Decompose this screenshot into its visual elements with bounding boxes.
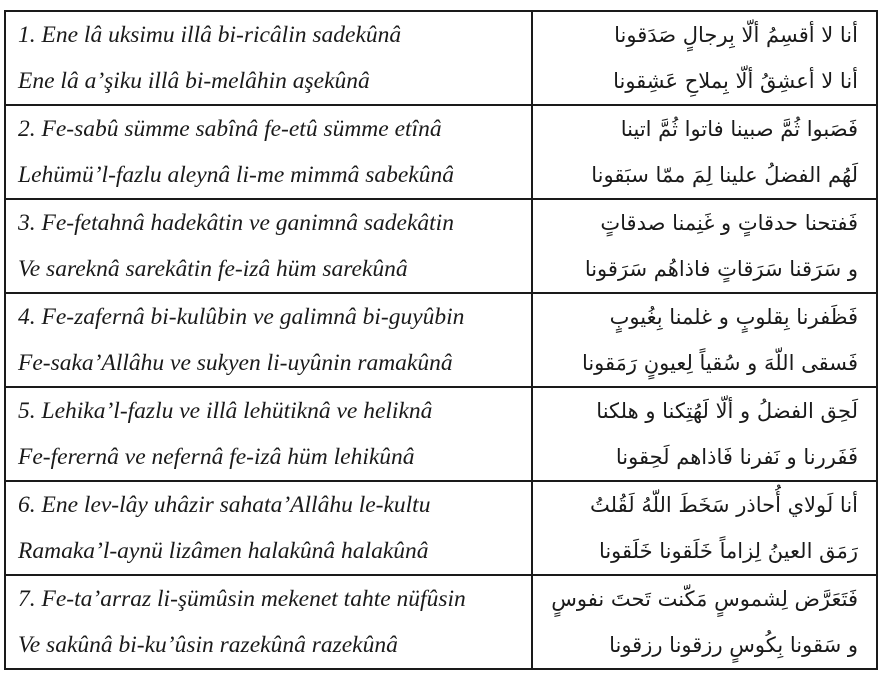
- arabic-cell: [532, 387, 877, 481]
- arabic-cell: [532, 11, 877, 105]
- latin-line: 3. Fe-fetahnâ hadekâtin ve ganimnâ sadekâtin: [18, 210, 454, 236]
- verse-row: [5, 199, 877, 293]
- verse-row: [5, 293, 877, 387]
- verse-row: [5, 481, 877, 575]
- arabic-line: فَسقى اللّهَ و سُقياً لِعيونٍ رَمَقونا: [581, 351, 858, 375]
- latin-cell: [5, 105, 532, 199]
- arabic-line: فَفَررنا و نَفرنا فَاذاهم لَحِقونا: [615, 445, 858, 469]
- arabic-line: أنا لَولاي أُحاذر سَخَطَ اللّهُ لَقُلتُ: [590, 493, 858, 517]
- arabic-line: فَصَبوا ثُمَّ صبينا فاتوا ثُمَّ اتينا: [620, 117, 858, 141]
- arabic-cell: [532, 293, 877, 387]
- latin-line: 1. Ene lâ uksimu illâ bi-ricâlin sadekûnâ: [18, 22, 402, 48]
- latin-line: 2. Fe-sabû sümme sabînâ fe-etû sümme etînâ: [18, 116, 442, 142]
- verse-row: [5, 105, 877, 199]
- latin-cell: [5, 481, 532, 575]
- arabic-line: لَحِق الفضلُ و ألّا لَهُتِكنا و هلكنا: [596, 399, 858, 423]
- verse-table: [4, 10, 878, 670]
- latin-line: Ve sareknâ sarekâtin fe-izâ hüm sarekûnâ: [18, 256, 408, 282]
- arabic-line: فَفتحنا حدقاتٍ و غَنِمنا صدقاتٍ: [600, 211, 858, 235]
- latin-line: 5. Lehika’l-fazlu ve illâ lehütiknâ ve heliknâ: [18, 398, 433, 424]
- latin-line: 4. Fe-zafernâ bi-kulûbin ve galimnâ bi-guyûbin: [18, 304, 465, 330]
- arabic-cell: [532, 575, 877, 669]
- arabic-cell: [532, 199, 877, 293]
- arabic-line: و سَرَقنا سَرَقاتٍ فاذاهُم سَرَقونا: [584, 257, 858, 281]
- latin-line: Ramaka’l-aynü lizâmen halakûnâ halakûnâ: [18, 538, 429, 564]
- arabic-line: رَمَق العينُ لِزاماً خَلَقونا خَلَقونا: [598, 539, 858, 563]
- arabic-line: و سَقونا بِكُوسٍ رزقونا رزقونا: [609, 633, 858, 657]
- arabic-line: فَظَفرنا بِقلوبٍ و غلمنا بِغُيوبٍ: [609, 305, 858, 329]
- latin-line: Fe-ferernâ ve nefernâ fe-izâ hüm lehikûnâ: [18, 444, 415, 470]
- latin-cell: [5, 575, 532, 669]
- latin-line: Lehümü’l-fazlu aleynâ li-me mimmâ sabekûnâ: [18, 162, 454, 188]
- arabic-line: أنا لا أقسِمُ ألّا بِرجالٍ صَدَقونا: [614, 23, 858, 47]
- verse-row: [5, 11, 877, 105]
- latin-cell: [5, 11, 532, 105]
- latin-line: 6. Ene lev-lây uhâzir sahata’Allâhu le-kultu: [18, 492, 431, 518]
- latin-cell: [5, 199, 532, 293]
- arabic-cell: [532, 105, 877, 199]
- latin-line: Ene lâ a’şiku illâ bi-melâhin aşekûnâ: [18, 68, 370, 94]
- latin-cell: [5, 293, 532, 387]
- arabic-line: أنا لا أعشِقُ ألّا بِملاحِ عَشِقونا: [613, 69, 858, 93]
- verse-row: [5, 575, 877, 669]
- arabic-line: لَهُم الفضلُ علينا لِمَ ممّا سبَقونا: [591, 163, 858, 187]
- latin-line: Ve sakûnâ bi-ku’ûsin razekûnâ razekûnâ: [18, 632, 398, 658]
- latin-cell: [5, 387, 532, 481]
- verse-row: [5, 387, 877, 481]
- latin-line: Fe-saka’Allâhu ve sukyen li-uyûnin ramakûnâ: [18, 350, 453, 376]
- arabic-cell: [532, 481, 877, 575]
- arabic-line: فَتَعَرَّض لِشموسٍ مَكّنت تَحتَ نفوسٍ: [551, 587, 858, 611]
- latin-line: 7. Fe-ta’arraz li-şümûsin mekenet tahte nüfûsin: [18, 586, 466, 612]
